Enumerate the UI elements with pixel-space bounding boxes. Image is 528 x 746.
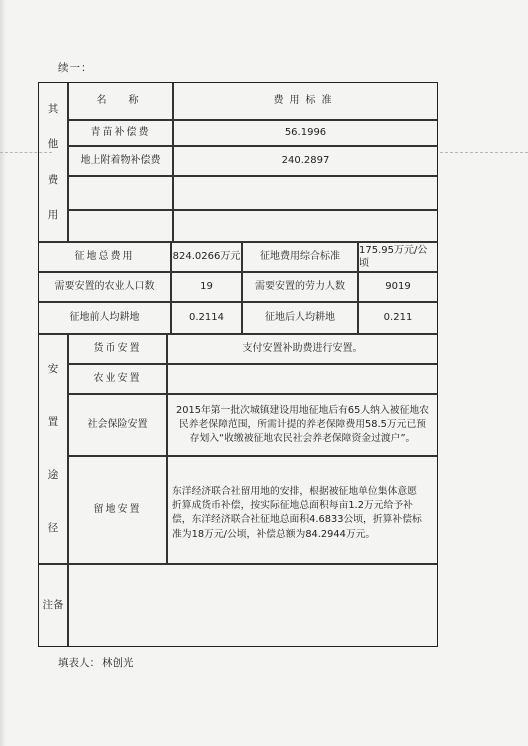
section-char: 途: [47, 469, 59, 482]
labor-value: 9019: [358, 272, 438, 302]
section-char: 用: [47, 209, 59, 222]
notes-content: [68, 564, 438, 647]
after-per-capita-value: 0.211: [358, 302, 438, 334]
filler-line: [58, 655, 134, 670]
composite-standard-label: 征地费用综合标准: [242, 242, 358, 272]
monetary-label: 货币安置: [68, 334, 167, 364]
text-line: 东洋经济联合社留用地的安排，根据被征地单位集体意愿: [172, 486, 417, 497]
labor-label: 需要安置的劳力人数: [242, 272, 358, 302]
section-char: 径: [47, 522, 59, 535]
fee-value-cell: [173, 210, 438, 242]
name-column-header: 名 称: [68, 82, 173, 120]
fee-name-cell: 青苗补偿费: [68, 120, 173, 146]
text-line: 存划入“收缴被征地农民社会养老保障资金过渡户”。: [189, 433, 416, 445]
land-fee-label: 征地总费用: [38, 242, 171, 272]
filler-label: 填表人：: [58, 657, 100, 669]
page-shadow: [0, 0, 6, 746]
notes-char: 备: [53, 599, 64, 612]
agriculture-text: [167, 364, 438, 394]
farm-population-value: 19: [171, 272, 242, 302]
before-per-capita-value: 0.2114: [171, 302, 242, 334]
composite-standard-value: 175.95万元/公顷: [358, 242, 438, 272]
notes-char: 注: [42, 599, 53, 612]
text-line: 准为18万元/公顷，补偿总额为84.2944万元。: [172, 528, 376, 540]
fee-name-cell: 地上附着物补偿费: [68, 146, 173, 176]
continued-label: 续一：: [58, 62, 93, 74]
resettlement-section-label: [38, 334, 68, 564]
notes-label: [38, 564, 68, 647]
fee-value-cell: 240.2897: [173, 146, 438, 176]
before-per-capita-label: 征地前人均耕地: [38, 302, 171, 334]
section-char: 置: [47, 416, 59, 429]
agriculture-label: 农业安置: [68, 364, 167, 394]
reserved-land-label: 留地安置: [68, 456, 167, 564]
fee-name-cell: [68, 210, 173, 242]
section-char: 费: [47, 173, 59, 186]
section-char: 他: [47, 138, 59, 151]
after-per-capita-label: 征地后人均耕地: [242, 302, 358, 334]
fee-name-cell: [68, 176, 173, 210]
filler-name: 林创光: [102, 657, 134, 669]
scan-artifact: [440, 152, 528, 154]
text-line: 偿，东洋经济联合社征地总面积4.6833公顷，折算补偿标: [172, 514, 422, 526]
social-insurance-label: 社会保险安置: [68, 394, 167, 456]
monetary-text: 支付安置补助费进行安置。: [167, 334, 438, 364]
fee-value-cell: 56.1996: [173, 120, 438, 146]
land-fee-value: 824.0266万元: [171, 242, 242, 272]
farm-population-label: 需要安置的农业人口数: [38, 272, 171, 302]
text-line: 2015年第一批次城镇建设用地征地后有65人纳入被征地农: [176, 404, 429, 416]
fee-value-cell: [173, 176, 438, 210]
reserved-land-text: [167, 456, 438, 564]
text-line: 民养老保障范围，所需计提的养老保障费用58.5万元已预: [178, 418, 427, 430]
section-char: 安: [47, 363, 59, 376]
section-char: 其: [47, 102, 59, 115]
social-insurance-text: [167, 394, 438, 456]
other-fees-section-label: [38, 82, 68, 242]
text-line: 折算成货币补偿，按实际征地总面积每亩1.2万元给予补: [172, 500, 413, 512]
standard-column-header: 费用标准: [173, 82, 438, 120]
